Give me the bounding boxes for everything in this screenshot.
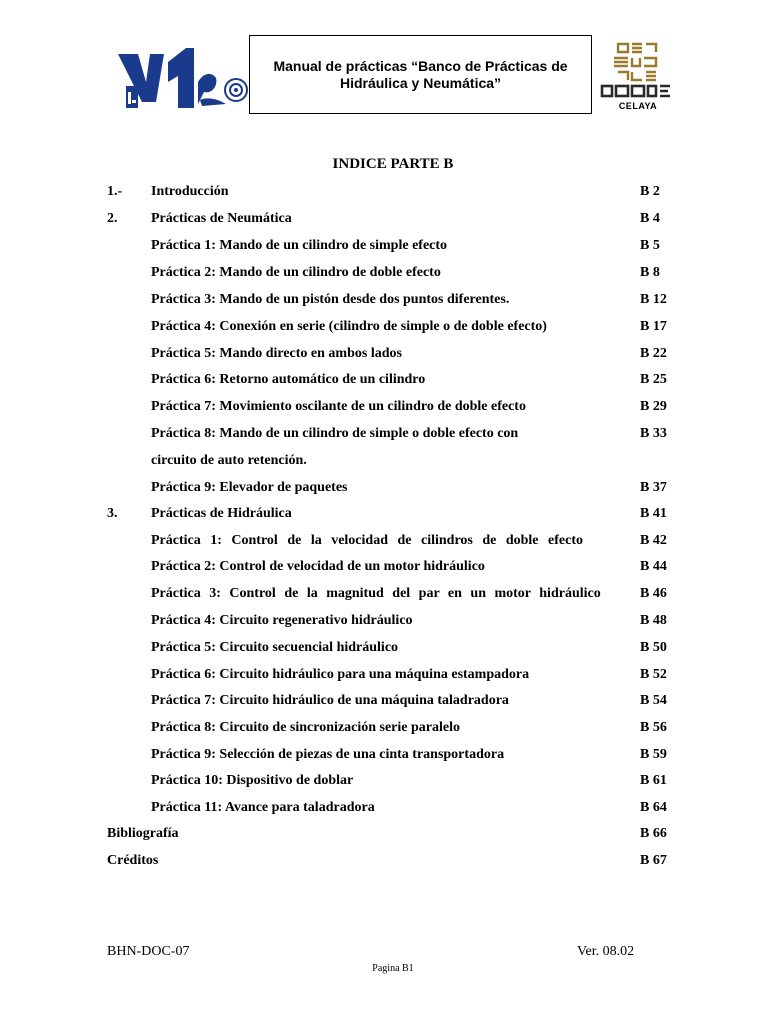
left-logo — [112, 42, 252, 114]
toc-entry — [0, 370, 768, 390]
toc-entry-title: Prácticas de Hidráulica — [151, 506, 292, 521]
toc-entry-title: Práctica 8: Circuito de sincronización serie paralelo — [151, 720, 460, 735]
toc-entry-page: B 48 — [640, 613, 667, 628]
toc-entry-title: Práctica 5: Circuito secuencial hidráulico — [151, 640, 399, 655]
toc-entry-title: Bibliografía — [107, 826, 179, 841]
toc-entry-page: B 64 — [640, 800, 667, 815]
toc-entry-title: Créditos — [107, 853, 159, 868]
toc-entry-page: B 41 — [640, 506, 667, 521]
toc-entry-title: Práctica 5: Mando directo en ambos lados — [151, 346, 402, 361]
celaya-logo-icon — [598, 40, 676, 102]
toc-entry — [0, 424, 768, 444]
toc-entry — [0, 638, 768, 658]
toc-entry — [0, 344, 768, 364]
toc-entry-page: B 5 — [640, 238, 660, 253]
toc-entry-page: B 59 — [640, 747, 667, 762]
toc-entry-title: Práctica 3: Control de la magnitud del par en un motor hidráulico — [151, 586, 601, 601]
toc-entry-number: 3. — [107, 506, 118, 521]
toc-entry-title: Práctica 9: Selección de piezas de una cinta transportadora — [151, 747, 505, 762]
toc-entry — [0, 557, 768, 577]
toc-entry-page: B 12 — [640, 292, 667, 307]
toc-entry-title: Práctica 11: Avance para taladradora — [151, 800, 375, 815]
toc-entry-credits — [0, 851, 768, 871]
toc-entry-title: Práctica 3: Mando de un pistón desde dos puntos diferentes. — [151, 292, 510, 307]
institution-logo-icon — [112, 42, 252, 114]
toc-entry-bibliography — [0, 824, 768, 844]
document-title-line-1: Manual de prácticas “Banco de Prácticas de — [273, 57, 568, 74]
toc-entry — [0, 504, 768, 524]
toc-entry-title: Práctica 4: Circuito regenerativo hidráulico — [151, 613, 413, 628]
toc-entry-number: 2. — [107, 211, 118, 226]
toc-entry-page: B 56 — [640, 720, 667, 735]
toc-entry — [0, 209, 768, 229]
toc-entry-title: Práctica 2: Control de velocidad de un motor hidráulico — [151, 559, 485, 574]
toc-entry-page: B 4 — [640, 211, 660, 226]
toc-entry-title: Práctica 10: Dispositivo de doblar — [151, 773, 354, 788]
toc-entry-page: B 37 — [640, 480, 667, 495]
toc-entry-page: B 25 — [640, 372, 667, 387]
toc-entry-title: Práctica 2: Mando de un cilindro de doble efecto — [151, 265, 441, 280]
toc-entry-title: Práctica 8: Mando de un cilindro de simple o doble efecto con — [151, 426, 519, 441]
toc-entry-title: Práctica 6: Circuito hidráulico para una máquina estampadora — [151, 667, 530, 682]
toc-entry — [0, 290, 768, 310]
toc-entry-page: B 67 — [640, 853, 667, 868]
toc-entry-title: Práctica 6: Retorno automático de un cilindro — [151, 372, 426, 387]
toc-entry-title: circuito de auto retención. — [151, 453, 307, 468]
page-number: Pagina B1 — [372, 963, 414, 974]
document-code: BHN-DOC-07 — [107, 944, 190, 959]
toc-entry-page: B 46 — [640, 586, 667, 601]
toc-entry-page: B 2 — [640, 184, 660, 199]
toc-entry-page: B 66 — [640, 826, 667, 841]
toc-entry-page: B 50 — [640, 640, 667, 655]
header-title-box — [249, 35, 592, 114]
toc-entry — [0, 182, 768, 202]
right-logo — [598, 40, 676, 114]
toc-entry-title: Práctica 9: Elevador de paquetes — [151, 480, 348, 495]
toc-entry-title: Práctica 1: Mando de un cilindro de simple efecto — [151, 238, 448, 253]
toc-entry-page: B 8 — [640, 265, 660, 280]
toc-entry-title: Práctica 1: Control de la velocidad de cilindros de doble efecto — [151, 533, 583, 548]
toc-entry-page: B 33 — [640, 426, 667, 441]
toc-entry — [0, 317, 768, 337]
toc-entry-number: 1.- — [107, 184, 123, 199]
toc-entry-page: B 17 — [640, 319, 667, 334]
toc-entry — [0, 718, 768, 738]
toc-entry-page: B 29 — [640, 399, 667, 414]
toc-entry-page: B 54 — [640, 693, 667, 708]
toc-entry-title: Práctica 7: Circuito hidráulico de una máquina taladradora — [151, 693, 509, 708]
toc-entry-page: B 44 — [640, 559, 667, 574]
toc-entry — [0, 611, 768, 631]
toc-title: INDICE PARTE B — [332, 156, 454, 172]
toc-entry-title: Prácticas de Neumática — [151, 211, 292, 226]
toc-entry-page: B 52 — [640, 667, 667, 682]
toc-entry-title: Práctica 4: Conexión en serie (cilindro de simple o de doble efecto) — [151, 319, 547, 334]
toc-entry-title: Práctica 7: Movimiento oscilante de un cilindro de doble efecto — [151, 399, 526, 414]
toc-entry-page: B 22 — [640, 346, 667, 361]
toc-entry — [0, 236, 768, 256]
document-version: Ver. 08.02 — [577, 944, 635, 959]
toc-entry-continuation — [0, 451, 768, 471]
toc-entry — [0, 665, 768, 685]
toc-entry — [0, 584, 768, 604]
toc-entry — [0, 771, 768, 791]
toc-entry — [0, 397, 768, 417]
toc-entry — [0, 798, 768, 818]
document-title-line-2: Hidráulica y Neumática” — [339, 74, 502, 91]
toc-entry — [0, 263, 768, 283]
toc-entry — [0, 691, 768, 711]
toc-entry-page: B 42 — [640, 533, 667, 548]
toc-entry-title: Introducción — [151, 184, 229, 199]
document-title — [273, 58, 567, 92]
toc-entry — [0, 478, 768, 498]
toc-entry-page: B 61 — [640, 773, 667, 788]
toc-entry — [0, 531, 768, 551]
toc-entry — [0, 745, 768, 765]
celaya-logo-text: CELAYA — [618, 101, 658, 111]
